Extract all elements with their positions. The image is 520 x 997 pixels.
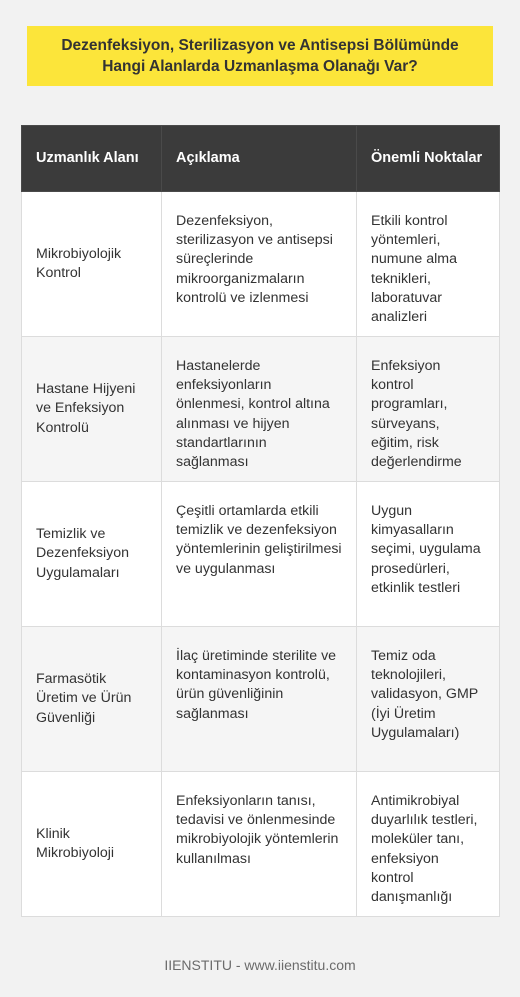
table-row	[22, 192, 500, 337]
cell-description: İlaç üretiminde sterilite ve kontaminasyon kontrolü, ürün güvenliğinin sağlanması	[162, 627, 357, 772]
title-banner	[27, 26, 493, 86]
cell-description: Enfeksiyonların tanısı, tedavisi ve önlenmesinde mikrobiyolojik yöntemlerin kullanılması	[162, 772, 357, 917]
cell-notes: Uygun kimyasalların seçimi, uygulama prosedürleri, etkinlik testleri	[357, 482, 500, 627]
cell-notes: Temiz oda teknolojileri, validasyon, GMP (İyi Üretim Uygulamaları)	[357, 627, 500, 772]
column-header-notes: Önemli Noktalar	[357, 126, 500, 192]
cell-area: Farmasötik Üretim ve Ürün Güvenliği	[22, 627, 162, 772]
footer-credit: IIENSTITU - www.iienstitu.com	[164, 957, 356, 973]
table-row	[22, 772, 500, 917]
cell-description: Çeşitli ortamlarda etkili temizlik ve dezenfeksiyon yöntemlerinin geliştirilmesi ve uygulanması	[162, 482, 357, 627]
cell-area: Klinik Mikrobiyoloji	[22, 772, 162, 917]
cell-notes: Antimikrobiyal duyarlılık testleri, moleküler tanı, enfeksiyon kontrol danışmanlığı	[357, 772, 500, 917]
specialization-table	[21, 125, 500, 917]
cell-description: Dezenfeksiyon, sterilizasyon ve antisepsi süreçlerinde mikroorganizmaların kontrolü ve izlenmesi	[162, 192, 357, 337]
cell-description: Hastanelerde enfeksiyonların önlenmesi, kontrol altına alınması ve hijyen standartlarının sağlanması	[162, 337, 357, 482]
table-row	[22, 337, 500, 482]
table-header-row	[22, 126, 500, 192]
cell-notes: Etkili kontrol yöntemleri, numune alma teknikleri, laboratuvar analizleri	[357, 192, 500, 337]
cell-area: Mikrobiyolojik Kontrol	[22, 192, 162, 337]
column-header-area: Uzmanlık Alanı	[22, 126, 162, 192]
cell-notes: Enfeksiyon kontrol programları, sürveyans, eğitim, risk değerlendirme	[357, 337, 500, 482]
table-row	[22, 482, 500, 627]
page-title: Dezenfeksiyon, Sterilizasyon ve Antisepsi Bölümünde Hangi Alanlarda Uzmanlaşma Olanağı Var?	[61, 37, 459, 75]
cell-area: Temizlik ve Dezenfeksiyon Uygulamaları	[22, 482, 162, 627]
cell-area: Hastane Hijyeni ve Enfeksiyon Kontrolü	[22, 337, 162, 482]
table-row	[22, 627, 500, 772]
column-header-description: Açıklama	[162, 126, 357, 192]
